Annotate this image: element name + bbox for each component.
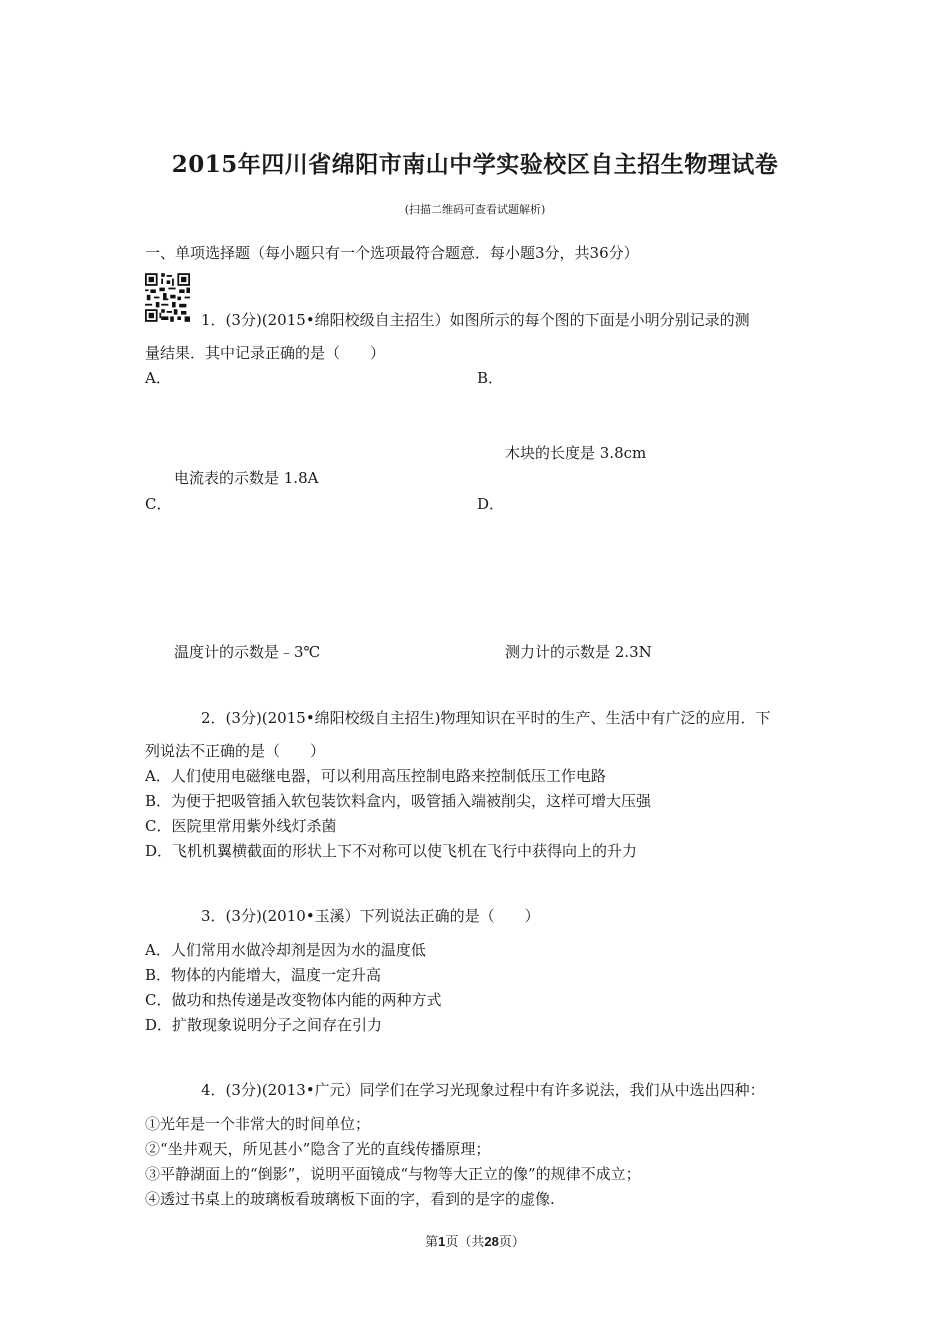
q4-statement-4: ④透过书桌上的玻璃板看玻璃板下面的字，看到的是字的虚像. [145,1190,555,1208]
qr-code[interactable] [145,273,190,322]
q2-option-b: B．为便于把吸管插入软包装饮料盒内，吸管插入端被削尖，这样可增大压强 [145,792,652,810]
q1-caption-a: 电流表的示数是 1.8A [174,469,319,487]
q2-stem-line2: 列说法不正确的是（ ） [145,742,326,760]
q4-stem: 4．(3分)(2013•广元）同学们在学习光现象过程中有许多说法，我们从中选出四种： [201,1081,765,1099]
q3-stem: 3．(3分)(2010•玉溪）下列说法正确的是（ ） [201,907,540,925]
q1-option-c: C． [145,495,172,513]
q3-option-b: B．物体的内能增大，温度一定升高 [145,966,382,984]
footer-total-pages: 28 [484,1234,499,1249]
page-title: 2015年四川省绵阳市南山中学实验校区自主招生物理试卷 [171,151,779,178]
q3-option-c: C．做功和热传递是改变物体内能的两种方式 [145,991,442,1009]
q4-statement-2: ②“坐井观天，所见甚小”隐含了光的直线传播原理； [145,1140,491,1158]
q1-option-b: B． [477,369,504,387]
q1-caption-d: 测力计的示数是 2.3N [505,643,652,661]
q4-statement-1: ①光年是一个非常大的时间单位； [145,1115,371,1133]
q2-option-c: C．医院里常用紫外线灯杀菌 [145,817,337,835]
q1-caption-c: 温度计的示数是﹣3℃ [174,643,321,661]
footer-suffix: 页） [498,1235,525,1250]
page-footer [0,1231,950,1250]
q1-option-d: D． [477,495,505,513]
q2-option-d: D．飞机机翼横截面的形状上下不对称可以使飞机在飞行中获得向上的升力 [145,842,638,860]
scan-hint: (扫描二维码可查看试题解析) [404,203,546,216]
q1-option-a: A． [145,369,171,387]
q3-option-a: A．人们常用水做冷却剂是因为水的温度低 [145,941,426,959]
footer-page-number: 1 [438,1234,446,1249]
q2-option-a: A．人们使用电磁继电器，可以利用高压控制电路来控制低压工作电路 [145,767,606,785]
q3-option-d: D．扩散现象说明分子之间存在引力 [145,1016,383,1034]
q1-stem-line2: 量结果．其中记录正确的是（ ） [145,344,386,362]
section-heading: 一、单项选择题（每小题只有一个选项最符合题意．每小题3分，共36分） [145,244,639,262]
q4-statement-3: ③平静湖面上的“倒影”，说明平面镜成“与物等大正立的像”的规律不成立； [145,1165,641,1183]
q2-stem-line1: 2．(3分)(2015•绵阳校级自主招生)物理知识在平时的生产、生活中有广泛的应用．下 [201,709,771,727]
q1-caption-b: 木块的长度是 3.8cm [505,444,647,462]
footer-prefix: 第 [425,1235,439,1250]
footer-middle: 页（共 [445,1235,485,1250]
q1-stem-line1: 1．(3分)(2015•绵阳校级自主招生）如图所示的每个图的下面是小明分别记录的测 [201,311,750,329]
